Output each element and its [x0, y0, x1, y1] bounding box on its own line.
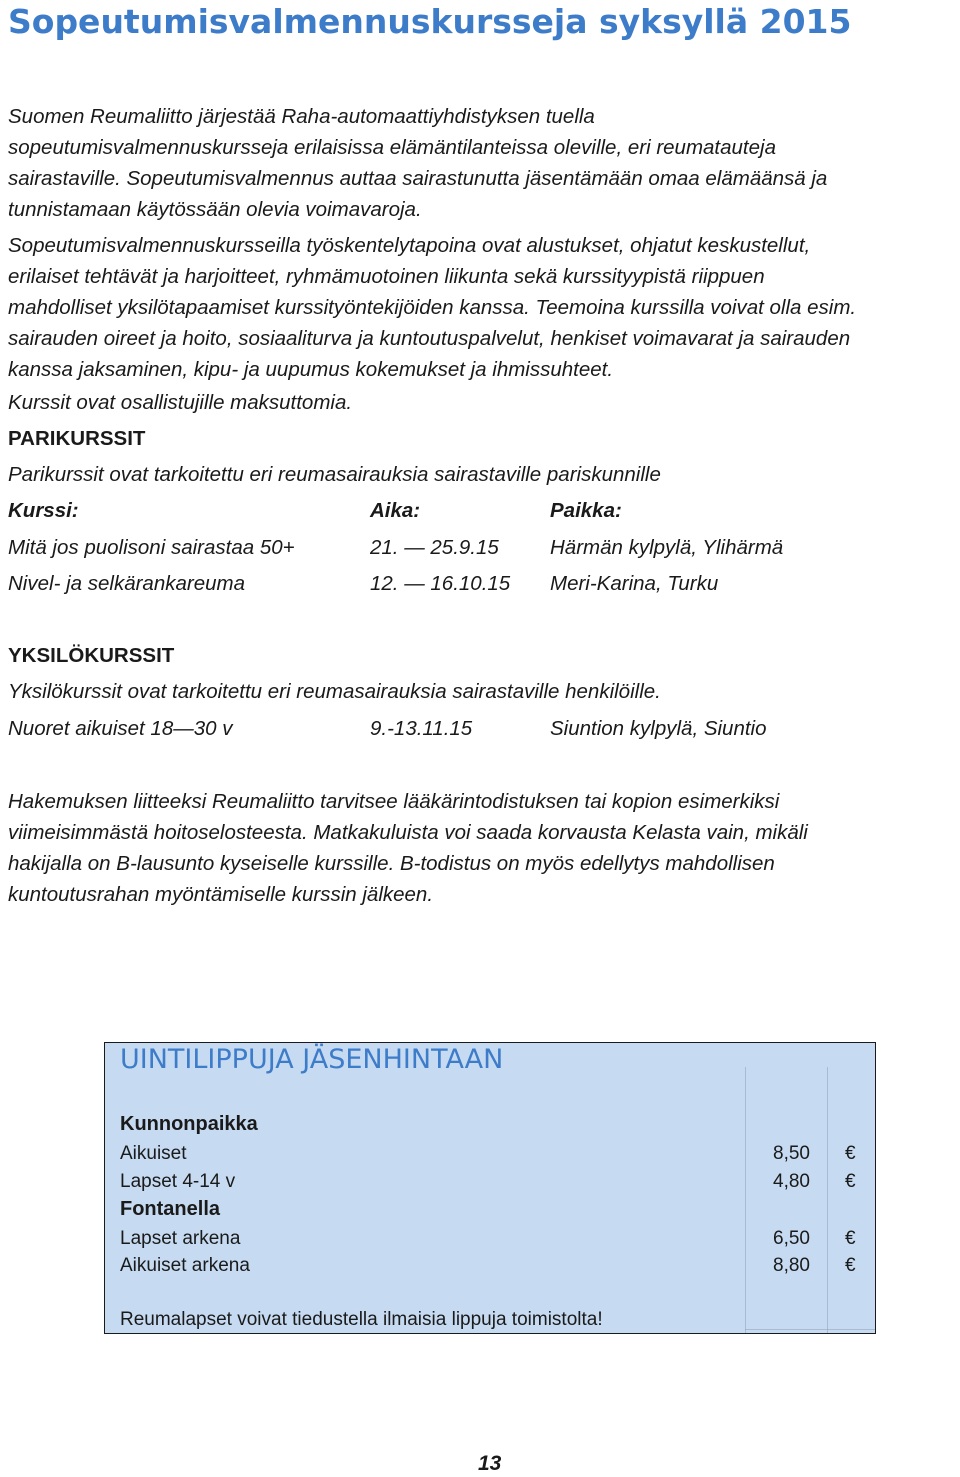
text-line: kuntoutusrahan myöntämiselle kurssin jälkeen. — [8, 883, 434, 906]
yksilo-heading: YKSILÖKURSSIT — [8, 644, 175, 667]
text-line: erilaiset tehtävät ja harjoitteet, ryhmämuotoinen liikunta sekä kurssityypistä riippuen — [8, 265, 765, 288]
course-time: 21. — 25.9.15 — [370, 536, 499, 559]
text-line: tunnistamaan käytössään olevia voimavaroja. — [8, 198, 422, 221]
euro-icon: € — [845, 1143, 856, 1164]
intro-paragraph-2 — [8, 230, 958, 385]
ticket-price-box — [104, 1042, 876, 1334]
col-header-course: Kurssi: — [8, 499, 79, 522]
ticket-price: 8,50 — [773, 1143, 810, 1164]
course-place: Siuntion kylpylä, Siuntio — [550, 717, 767, 740]
euro-icon: € — [845, 1255, 856, 1276]
page-title: Sopeutumisvalmennuskursseja syksyllä 2015 — [8, 2, 852, 41]
text-line: Sopeutumisvalmennuskursseilla työskentelytapoina ovat alustukset, ohjatut keskustellut, — [8, 234, 811, 257]
yksilo-description: Yksilökurssit ovat tarkoitettu eri reumasairauksia sairastaville henkilöille. — [8, 680, 661, 703]
col-header-place: Paikka: — [550, 499, 622, 522]
grid-divider — [745, 1067, 746, 1333]
euro-icon: € — [845, 1228, 856, 1249]
text-line: Hakemuksen liitteeksi Reumaliitto tarvitsee lääkärintodistuksen tai kopion esimerkiksi — [8, 790, 780, 813]
text-line: mahdolliset yksilötapaamiset kurssityöntekijöiden kanssa. Teemoina kurssilla voivat olla esim. — [8, 296, 857, 319]
ticket-label: Aikuiset arkena — [120, 1255, 250, 1276]
grid-divider — [745, 1329, 875, 1330]
course-time: 12. — 16.10.15 — [370, 572, 511, 595]
course-place: Härmän kylpylä, Ylihärmä — [550, 536, 784, 559]
ticket-label: Lapset arkena — [120, 1228, 241, 1249]
text-line: Suomen Reumaliitto järjestää Raha-automaattiyhdistyksen tuella — [8, 105, 595, 128]
course-name: Nuoret aikuiset 18—30 v — [8, 717, 233, 740]
grid-divider — [827, 1067, 828, 1333]
euro-icon: € — [845, 1171, 856, 1192]
course-name: Mitä jos puolisoni sairastaa 50+ — [8, 536, 295, 559]
text-line: viimeisimmästä hoitoselosteesta. Matkakuluista voi saada korvausta Kelasta vain, mikäli — [8, 821, 808, 844]
intro-paragraph-1 — [8, 101, 958, 225]
text-line: kanssa jaksaminen, kipu- ja uupumus kokemukset ja ihmissuhteet. — [8, 358, 614, 381]
application-paragraph — [8, 786, 958, 910]
pari-heading: PARIKURSSIT — [8, 427, 146, 450]
ticket-heading: UINTILIPPUJA JÄSENHINTAAN — [120, 1044, 504, 1075]
course-time: 9.-13.11.15 — [370, 717, 473, 740]
text-line: sairauden oireet ja hoito, sosiaaliturva ja kuntoutuspalvelut, henkiset voimavarat ja sairauden — [8, 327, 851, 350]
text-line: sopeutumisvalmennuskursseja erilaisissa elämäntilanteissa oleville, eri reumatauteja — [8, 136, 776, 159]
ticket-note: Reumalapset voivat tiedustella ilmaisia lippuja toimistolta! — [120, 1309, 603, 1330]
ticket-price: 8,80 — [773, 1255, 810, 1276]
ticket-price: 6,50 — [773, 1228, 810, 1249]
col-header-time: Aika: — [370, 499, 421, 522]
section-title: Kunnonpaikka — [120, 1113, 258, 1135]
pari-description: Parikurssit ovat tarkoitettu eri reumasairauksia sairastaville pariskunnille — [8, 463, 661, 486]
text-line: sairastaville. Sopeutumisvalmennus auttaa sairastunutta jäsentämään omaa elämäänsä ja — [8, 167, 828, 190]
section-title: Fontanella — [120, 1198, 221, 1220]
course-name: Nivel- ja selkärankareuma — [8, 572, 245, 595]
free-courses-note: Kurssit ovat osallistujille maksuttomia. — [8, 391, 353, 414]
course-place: Meri-Karina, Turku — [550, 572, 719, 595]
ticket-label: Aikuiset — [120, 1143, 187, 1164]
ticket-price: 4,80 — [773, 1171, 810, 1192]
page-number: 13 — [478, 1452, 502, 1475]
text-line: hakijalla on B-lausunto kyseiselle kurssille. B-todistus on myös edellytys mahdollisen — [8, 852, 775, 875]
ticket-label: Lapset 4-14 v — [120, 1171, 236, 1192]
